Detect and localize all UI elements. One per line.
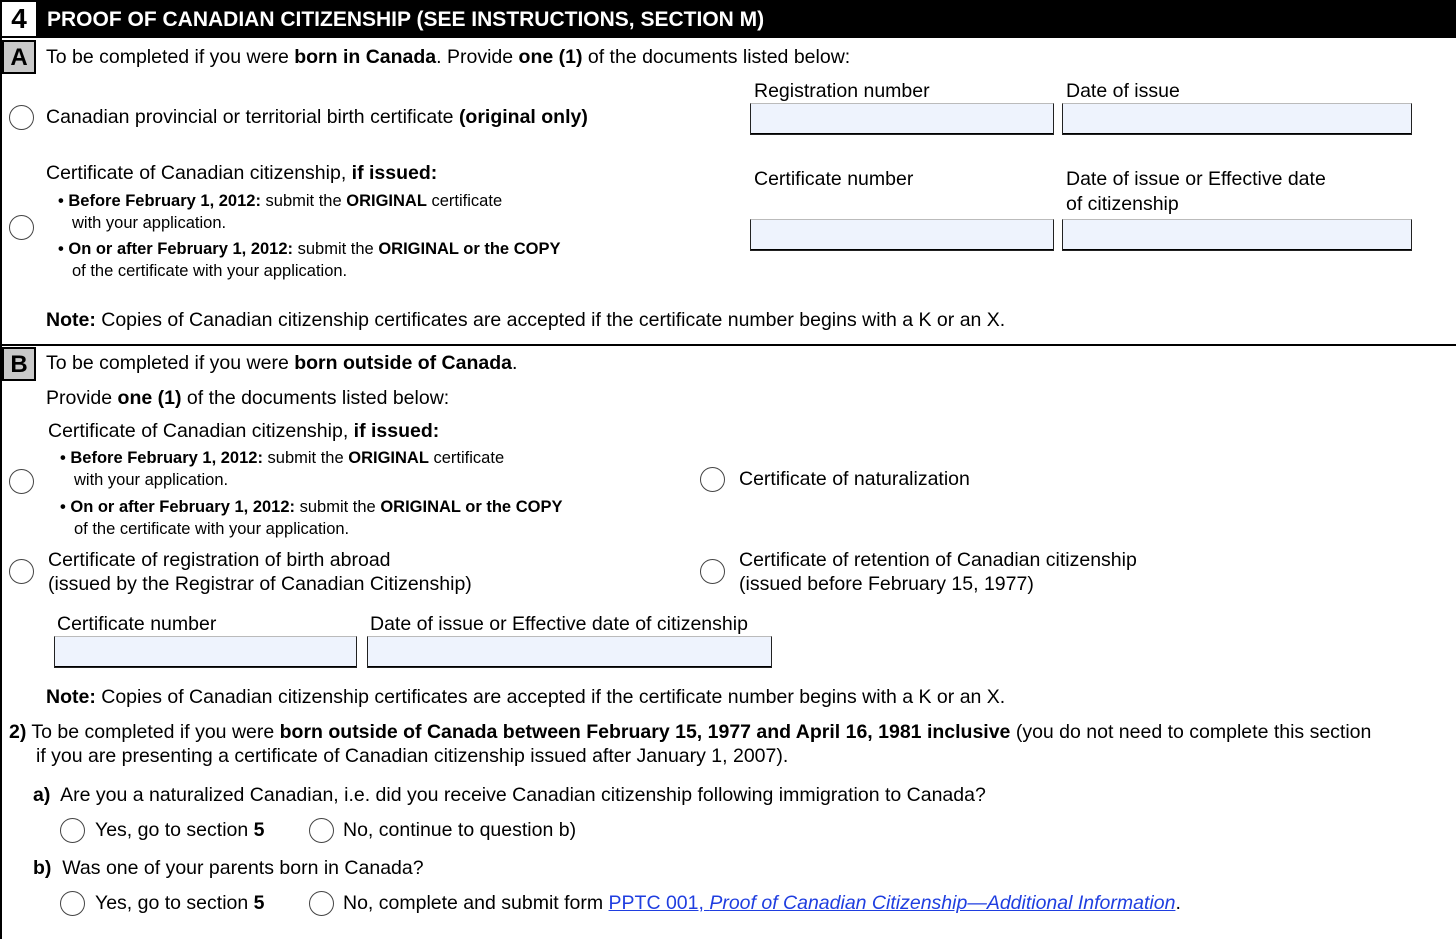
retention-radio[interactable] <box>700 559 725 584</box>
citizenship-cert-label-a: Certificate of Canadian citizenship, if issued: <box>46 162 438 184</box>
date-of-issue-field[interactable] <box>1062 103 1412 135</box>
registration-birth-abroad-radio[interactable] <box>9 559 34 584</box>
question-a: a) Are you a naturalized Canadian, i.e. did you receive Canadian citizenship following immigration to Canada? <box>33 784 986 806</box>
citizenship-cert-radio-a[interactable] <box>9 215 34 240</box>
question-a-no-radio[interactable] <box>309 818 334 843</box>
citizenship-cert-bullet1-line2-b: with your application. <box>74 471 229 489</box>
section-a-intro: To be completed if you were born in Canada. Provide one (1) of the documents listed below: <box>46 46 851 68</box>
certificate-number-label-b: Certificate number <box>57 613 217 635</box>
citizenship-cert-bullet2-b: • On or after February 1, 2012: submit the ORIGINAL or the COPY <box>60 498 563 516</box>
retention-label-1: Certificate of retention of Canadian citizenship <box>739 549 1137 571</box>
question-b: b) Was one of your parents born in Canada? <box>33 857 424 879</box>
question-b-yes-radio[interactable] <box>60 891 85 916</box>
registration-number-label: Registration number <box>754 80 930 102</box>
section-2-line1: 2) To be completed if you were born outside of Canada between February 15, 1977 and April 16, 1981 inclusive (you do not need to complete this section <box>9 721 1372 743</box>
question-a-no-label: No, continue to question b) <box>343 819 577 841</box>
date-effective-label-a-line1: Date of issue or Effective date <box>1066 168 1326 190</box>
citizenship-cert-bullet1-line2-a: with your application. <box>72 214 227 232</box>
question-b-yes-label: Yes, go to section 5 <box>95 892 265 914</box>
citizenship-cert-bullet2-line2-a: of the certificate with your application. <box>72 262 348 280</box>
naturalization-radio[interactable] <box>700 467 725 492</box>
section-b-intro: To be completed if you were born outside of Canada. <box>46 352 518 374</box>
section-b-note: Note: Copies of Canadian citizenship certificates are accepted if the certificate number begins with a K or an X. <box>46 686 1006 708</box>
section-b-provide: Provide one (1) of the documents listed below: <box>46 387 450 409</box>
section-2-line2: if you are presenting a certificate of Canadian citizenship issued after January 1, 2007). <box>36 745 789 767</box>
certificate-number-label-a: Certificate number <box>754 168 914 190</box>
citizenship-cert-bullet2-line2-b: of the certificate with your application. <box>74 520 350 538</box>
section-divider <box>0 344 1456 346</box>
naturalization-label: Certificate of naturalization <box>739 468 970 490</box>
question-b-no-label: No, complete and submit form PPTC 001, Proof of Canadian Citizenship—Additional Information. <box>343 892 1181 914</box>
question-a-yes-label: Yes, go to section 5 <box>95 819 265 841</box>
registration-birth-abroad-label-1: Certificate of registration of birth abroad <box>48 549 391 571</box>
date-effective-label-b: Date of issue or Effective date of citizenship <box>370 613 748 635</box>
registration-number-field[interactable] <box>750 103 1054 135</box>
section-title: PROOF OF CANADIAN CITIZENSHIP (SEE INSTRUCTIONS, SECTION M) <box>47 8 765 31</box>
date-effective-field-a[interactable] <box>1062 219 1412 251</box>
section-b-label: B <box>2 347 36 381</box>
citizenship-cert-radio-b[interactable] <box>9 469 34 494</box>
pptc-001-link[interactable]: PPTC 001, Proof of Canadian Citizenship—Additional Information <box>608 892 1176 914</box>
date-of-issue-label: Date of issue <box>1066 80 1180 102</box>
retention-label-2: (issued before February 15, 1977) <box>739 573 1034 595</box>
birth-certificate-radio[interactable] <box>9 105 34 130</box>
section-header <box>0 0 1456 38</box>
question-a-yes-radio[interactable] <box>60 818 85 843</box>
date-effective-field-b[interactable] <box>367 636 772 668</box>
certificate-number-field-b[interactable] <box>54 636 357 668</box>
citizenship-cert-bullet1-a: • Before February 1, 2012: submit the ORIGINAL certificate <box>58 192 503 210</box>
section-a-note: Note: Copies of Canadian citizenship certificates are accepted if the certificate number begins with a K or an X. <box>46 309 1006 331</box>
question-b-no-radio[interactable] <box>309 891 334 916</box>
section-number-box: 4 <box>2 2 36 36</box>
citizenship-cert-label-b: Certificate of Canadian citizenship, if issued: <box>48 420 440 442</box>
citizenship-cert-bullet1-b: • Before February 1, 2012: submit the ORIGINAL certificate <box>60 449 505 467</box>
date-effective-label-a-line2: of citizenship <box>1066 193 1179 215</box>
section-a-label: A <box>2 40 36 74</box>
birth-certificate-label: Canadian provincial or territorial birth certificate (original only) <box>46 106 588 128</box>
citizenship-cert-bullet2-a: • On or after February 1, 2012: submit the ORIGINAL or the COPY <box>58 240 561 258</box>
registration-birth-abroad-label-2: (issued by the Registrar of Canadian Citizenship) <box>48 573 472 595</box>
certificate-number-field-a[interactable] <box>750 219 1054 251</box>
